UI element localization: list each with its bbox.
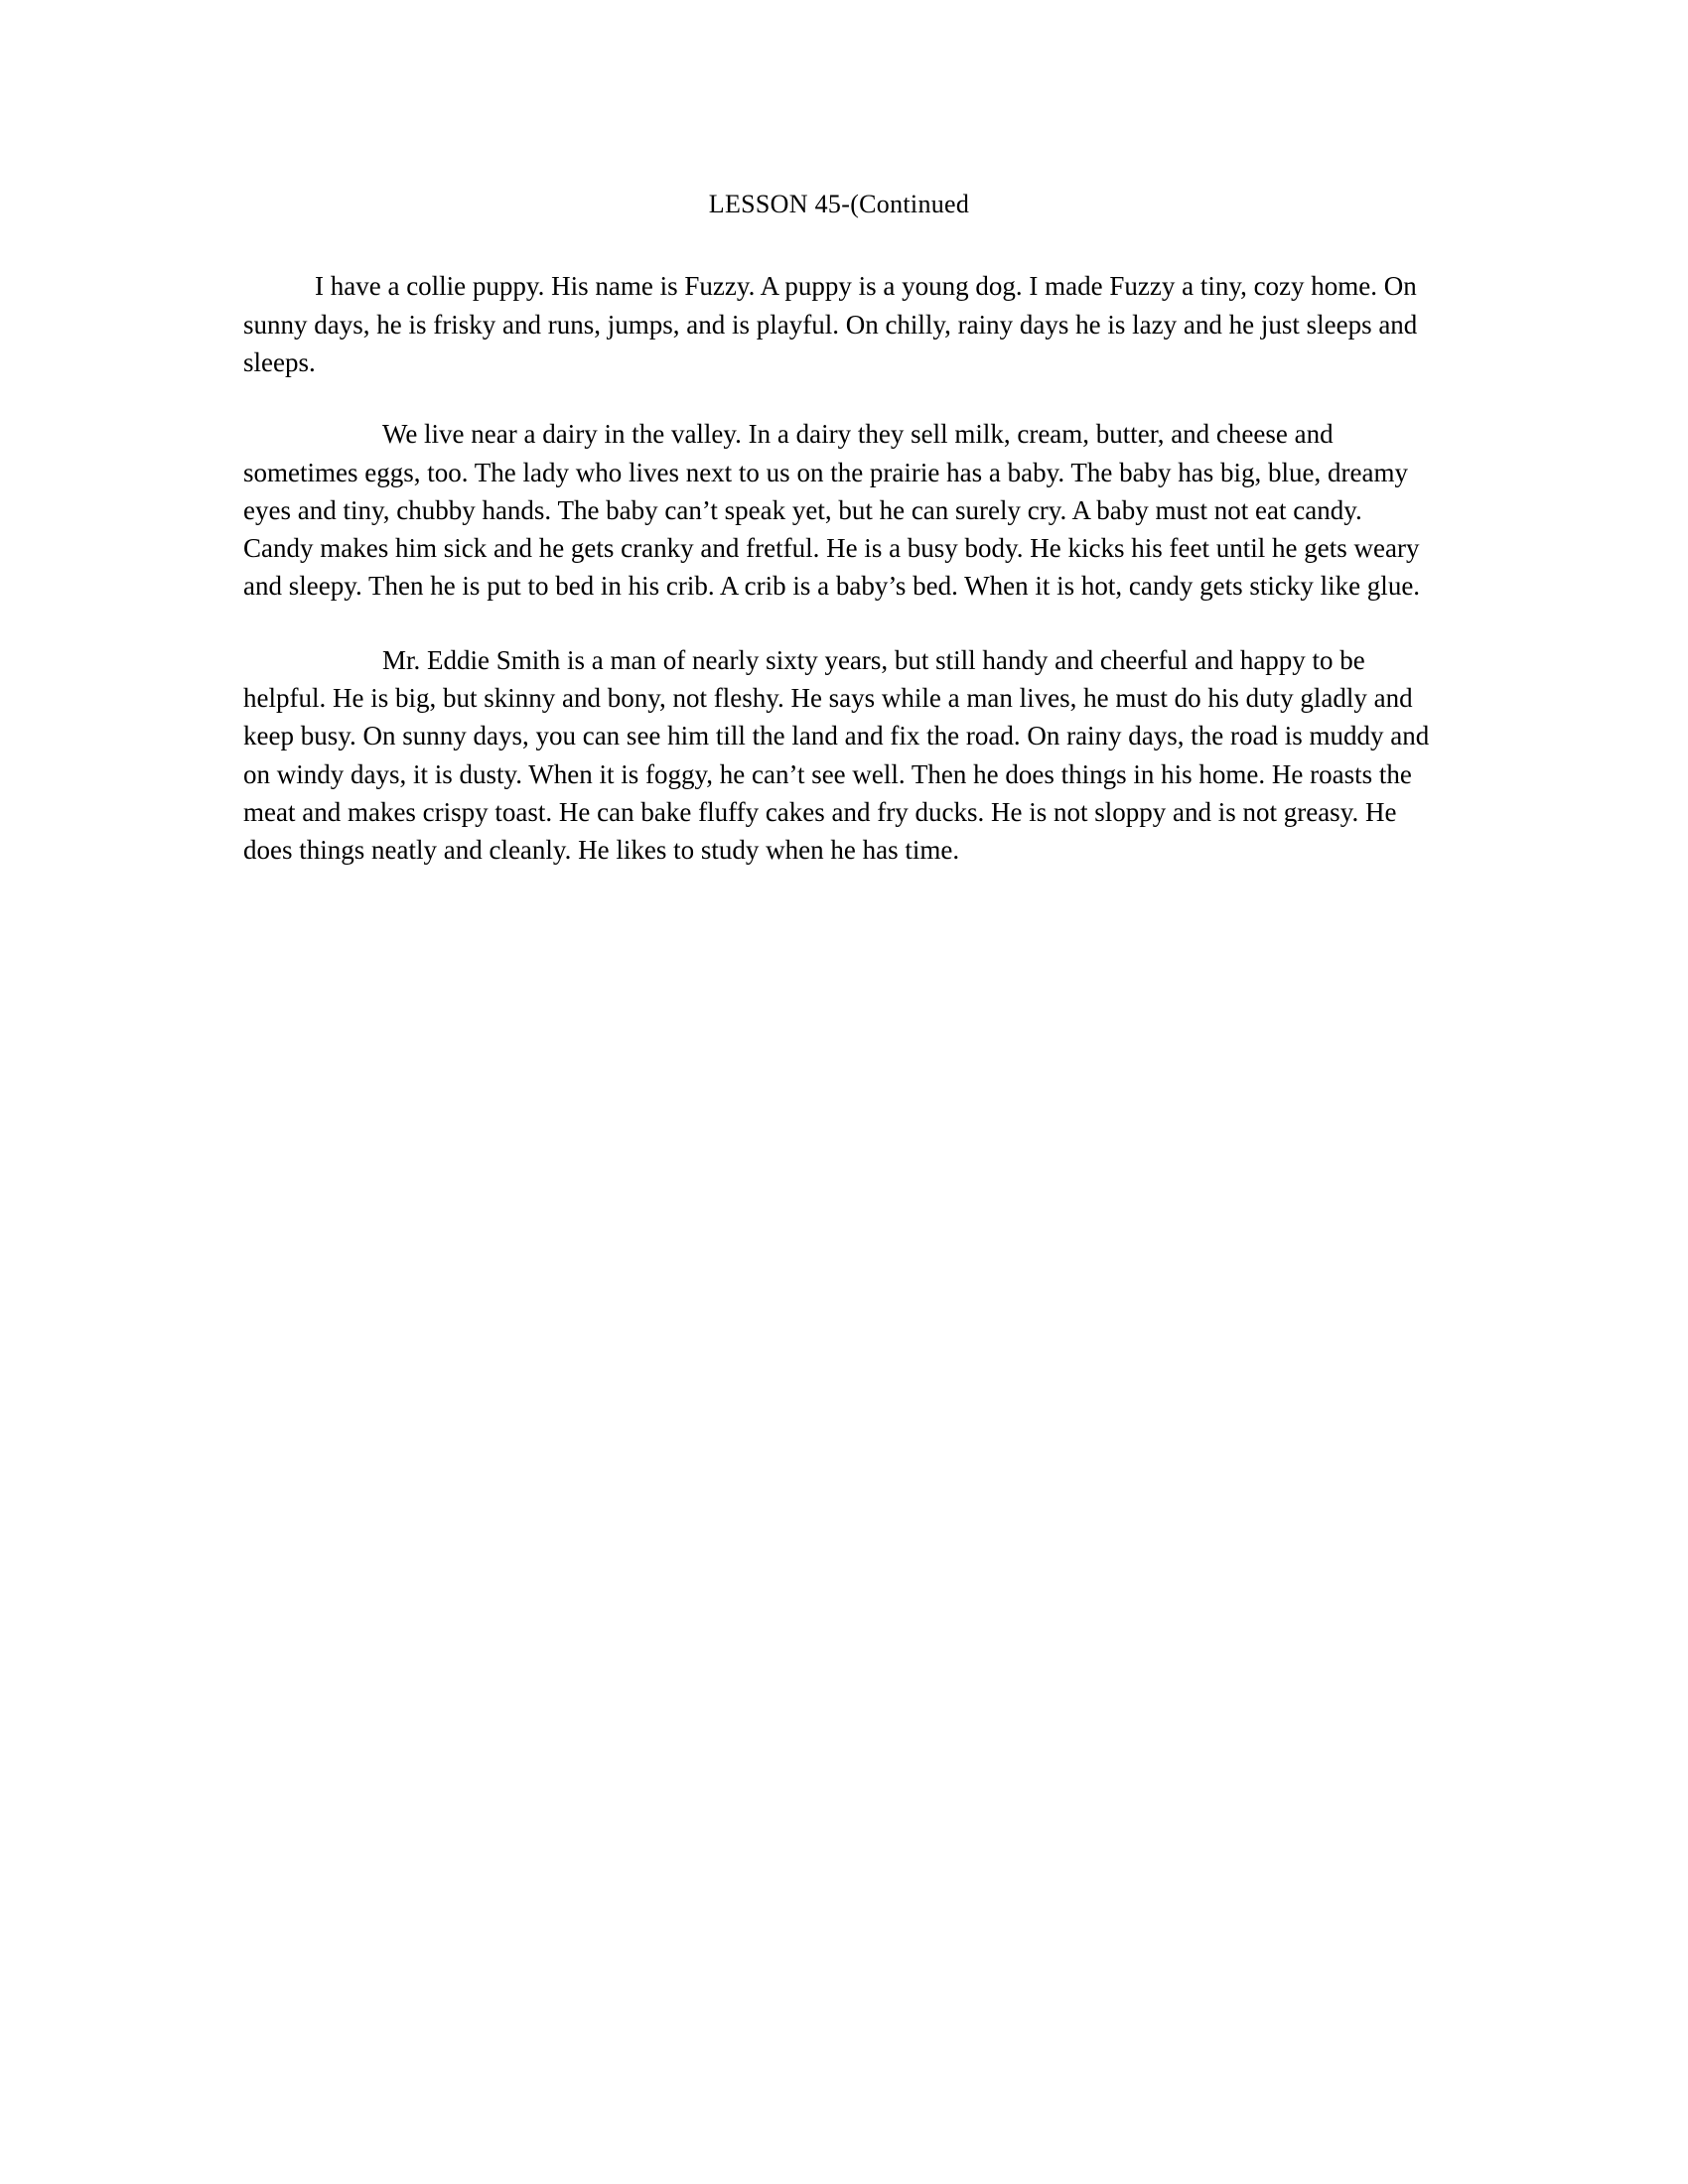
paragraph-dairy-baby: We live near a dairy in the valley. In a dairy they sell milk, cream, butter, and cheese and sometimes eggs, too. The lady who lives next to us on the prairie has a baby. The baby has big, blue, dreamy eyes and tiny, chubby hands. The baby can’t speak yet, but he can surely cry. A baby must not eat candy. Candy makes him sick and he gets cranky and fretful. He is a busy body. He kicks his feet until he gets weary and sleepy. Then he is put to bed in his crib. A crib is a baby’s bed. When it is hot, candy gets sticky like glue.	[243, 419, 1427, 602]
document-body	[243, 189, 1435, 903]
paragraph-eddie-smith: Mr. Eddie Smith is a man of nearly sixty years, but still handy and cheerful and happy to be helpful. He is big, but skinny and bony, not fleshy. He says while a man lives, he must do his duty gladly and keep busy. On sunny days, you can see him till the land and fix the road. On rainy days, the road is muddy and on windy days, it is dusty. When it is foggy, he can’t see well. Then he does things in his home. He roasts the meat and makes crispy toast. He can bake fluffy cakes and fry ducks. He is not sloppy and is not greasy. He does things neatly and cleanly. He likes to study when he has time.	[243, 644, 1436, 866]
page-title: LESSON 45-(Continued	[708, 190, 970, 218]
paragraph-puppy: I have a collie puppy. His name is Fuzzy. A puppy is a young dog. I made Fuzzy a tiny, cozy home. On sunny days, he is frisky and runs, jumps, and is playful. On chilly, rainy days he is lazy and he just sleeps and sleeps.	[243, 271, 1425, 377]
